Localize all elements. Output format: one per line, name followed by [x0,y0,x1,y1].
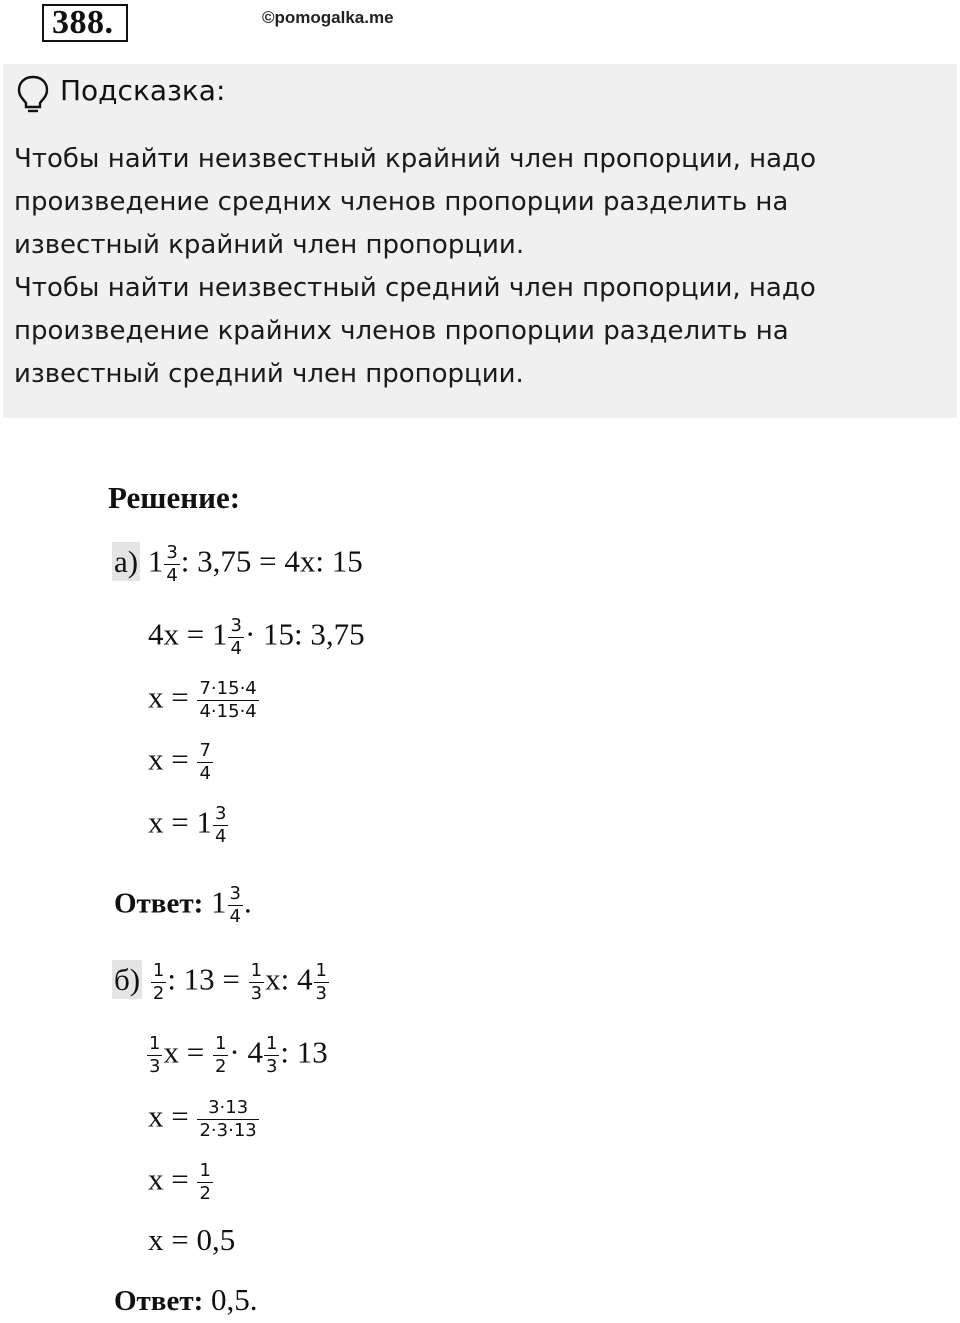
part-b-equation-5: х = 0,5 [148,1222,236,1257]
equation-lhs: х = 1 [148,804,212,840]
part-b-equation-1 [112,960,330,1005]
hint-title: Подсказка: [60,74,226,107]
equation-lhs: х = [148,1098,189,1134]
equation-rest: : 3,75 = 4х: 15 [180,543,363,579]
fraction: $\frac{1}{3}$ [149,1033,161,1077]
fraction: $\frac{1}{2}$ [214,1033,227,1077]
part-b-equation-3 [148,1097,260,1142]
fraction: $\frac{3}{4}$ [214,803,227,847]
equation-rest: · 15: 3,75 [244,616,365,652]
fraction: $\frac{1}{3}$ [315,960,327,1004]
part-a-equation-3 [148,678,260,723]
part-b-equation-4 [148,1160,214,1205]
part-a-label: а) [114,543,139,579]
lightbulb-icon [16,74,50,114]
fraction: $\frac{1}{3}$ [265,1033,278,1077]
fraction: $\frac{3}{4}$ [166,542,178,586]
part-a-equation-2 [148,615,365,660]
hint-line: произведение средних членов пропорции разделить на [14,187,789,217]
hint-line: Чтобы найти неизвестный средний член пропорции, надо [14,273,816,303]
part-a-equation-1 [112,542,363,587]
task-number: 388. [42,4,128,42]
equation-part: х: 4 [265,961,313,997]
part-b-equation-2 [146,1033,328,1078]
fraction: $\frac{3}{4}$ [230,615,242,659]
equation-part: х = [163,1034,205,1070]
equation-lhs: х = [148,1161,189,1197]
part-a-equation-4 [148,740,214,785]
fraction: $\frac{7\cdot 15\cdot 4}{4\cdot 15\cdot 4}$ [199,678,257,722]
answer-end: . [243,884,252,920]
fraction: $\frac{3\cdot 13}{2\cdot 3\cdot 13}$ [199,1097,257,1141]
equation-lhs: 4х = 1 [148,616,228,652]
hint-line: известный средний член пропорции. [14,359,524,389]
fraction: $\frac{1}{2}$ [199,1160,211,1204]
mixed-whole: 1 [211,884,227,920]
fraction: $\frac{1}{3}$ [250,960,263,1004]
hint-line: известный крайний член пропорции. [14,230,525,260]
fraction: $\frac{1}{2}$ [152,960,165,1004]
answer-label: Ответ: [114,887,204,920]
equation-part: : 13 [280,1034,328,1070]
hint-line: Чтобы найти неизвестный крайний член пропорции, надо [14,144,817,174]
hint-line: произведение крайних членов пропорции разделить на [14,316,789,346]
solution-title: Решение: [108,480,241,515]
part-b-label: б) [114,961,141,997]
equation-part: · 4 [229,1034,263,1070]
answer-label: Ответ: [114,1285,204,1317]
fraction: $\frac{7}{4}$ [199,740,211,784]
part-a-answer [114,883,252,928]
equation-part: : 13 = [167,961,240,997]
fraction: $\frac{3}{4}$ [229,883,241,927]
equation-lhs: х = [148,741,189,777]
watermark: ©pomogalka.me [262,8,394,27]
part-b-answer [114,1282,258,1318]
part-a-equation-5 [148,803,229,848]
answer-value: 0,5. [211,1282,258,1317]
mixed-whole: 1 [147,543,164,579]
equation-lhs: х = [148,679,189,715]
hint-text [14,138,944,396]
